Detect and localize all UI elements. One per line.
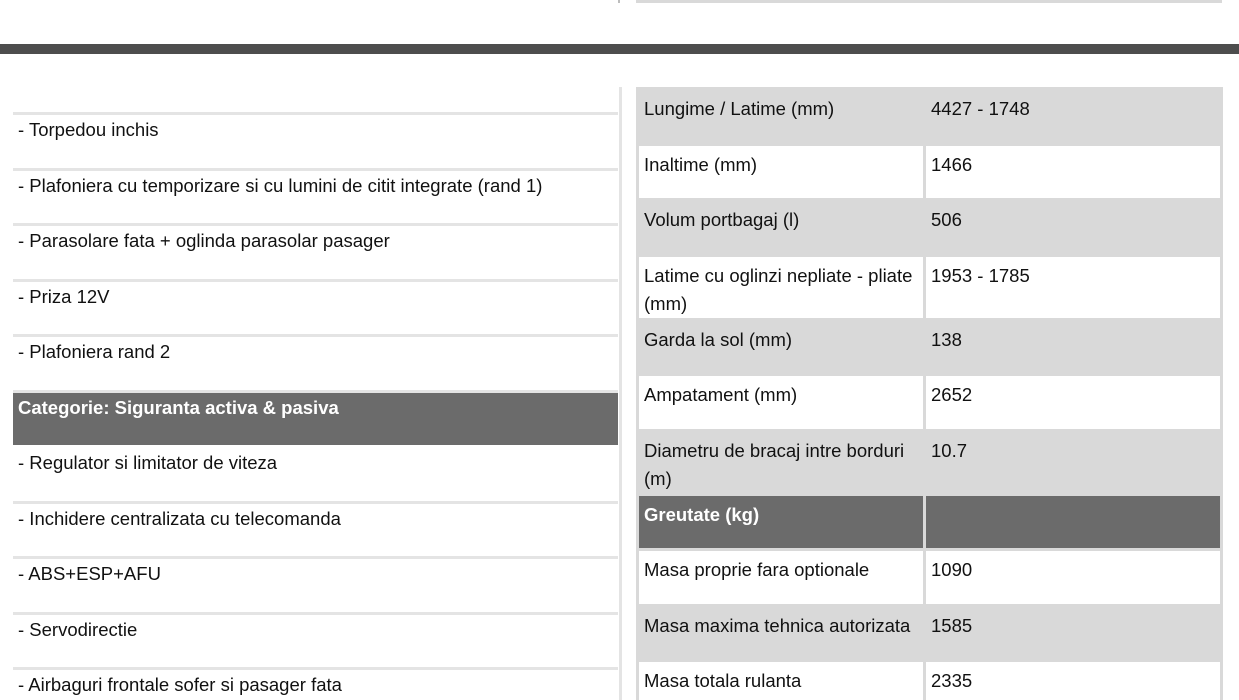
table-section-header bbox=[638, 494, 1222, 550]
spec-label: Masa maxima tehnica autorizata bbox=[638, 605, 925, 661]
list-item: - Torpedou inchis bbox=[13, 115, 618, 171]
spec-label: Diametru de bracaj intre borduri (m) bbox=[638, 430, 925, 494]
list-item: - Plafoniera rand 2 bbox=[13, 337, 618, 393]
spec-label: Lungime / Latime (mm) bbox=[638, 89, 925, 145]
list-item: - Priza 12V bbox=[13, 282, 618, 338]
top-rule bbox=[636, 0, 1222, 3]
table-row bbox=[638, 319, 1222, 375]
spec-value: 2335 bbox=[925, 661, 1222, 700]
spec-label: Volum portbagaj (l) bbox=[638, 200, 925, 256]
list-item: - Servodirectie bbox=[13, 615, 618, 671]
table-row bbox=[638, 661, 1222, 700]
spec-value: 1090 bbox=[925, 550, 1222, 606]
table-row bbox=[638, 375, 1222, 431]
column-divider bbox=[619, 87, 622, 700]
list-cap bbox=[13, 87, 618, 115]
spec-value: 4427 - 1748 bbox=[925, 89, 1222, 145]
spec-value: 1466 bbox=[925, 144, 1222, 200]
list-item: - Inchidere centralizata cu telecomanda bbox=[13, 504, 618, 560]
spec-value: 1953 - 1785 bbox=[925, 255, 1222, 319]
section-band bbox=[0, 44, 1239, 54]
section-title: Greutate (kg) bbox=[638, 494, 925, 550]
spec-label: Masa proprie fara optionale bbox=[638, 550, 925, 606]
category-header: Categorie: Siguranta activa & pasiva bbox=[13, 393, 618, 449]
equipment-list bbox=[13, 87, 618, 700]
spec-value: 2652 bbox=[925, 375, 1222, 431]
top-tick bbox=[618, 0, 620, 3]
section-value bbox=[925, 494, 1222, 550]
spec-value: 506 bbox=[925, 200, 1222, 256]
dimensions-table bbox=[636, 87, 1223, 700]
list-item: - Parasolare fata + oglinda parasolar pasager bbox=[13, 226, 618, 282]
table-row bbox=[638, 550, 1222, 606]
list-item: - Airbaguri frontale sofer si pasager fata bbox=[13, 670, 618, 700]
table-row bbox=[638, 255, 1222, 319]
table-row bbox=[638, 200, 1222, 256]
spec-label: Latime cu oglinzi nepliate - pliate (mm) bbox=[638, 255, 925, 319]
spec-label: Masa totala rulanta bbox=[638, 661, 925, 700]
spec-label: Ampatament (mm) bbox=[638, 375, 925, 431]
table-row bbox=[638, 89, 1222, 145]
list-item: - Plafoniera cu temporizare si cu lumini de citit integrate (rand 1) bbox=[13, 171, 618, 227]
table-row bbox=[638, 430, 1222, 494]
spec-value: 10.7 bbox=[925, 430, 1222, 494]
spec-value: 1585 bbox=[925, 605, 1222, 661]
spec-label: Garda la sol (mm) bbox=[638, 319, 925, 375]
spec-value: 138 bbox=[925, 319, 1222, 375]
spec-label: Inaltime (mm) bbox=[638, 144, 925, 200]
list-item: - ABS+ESP+AFU bbox=[13, 559, 618, 615]
list-item: - Regulator si limitator de viteza bbox=[13, 448, 618, 504]
table-row bbox=[638, 605, 1222, 661]
table-row bbox=[638, 144, 1222, 200]
